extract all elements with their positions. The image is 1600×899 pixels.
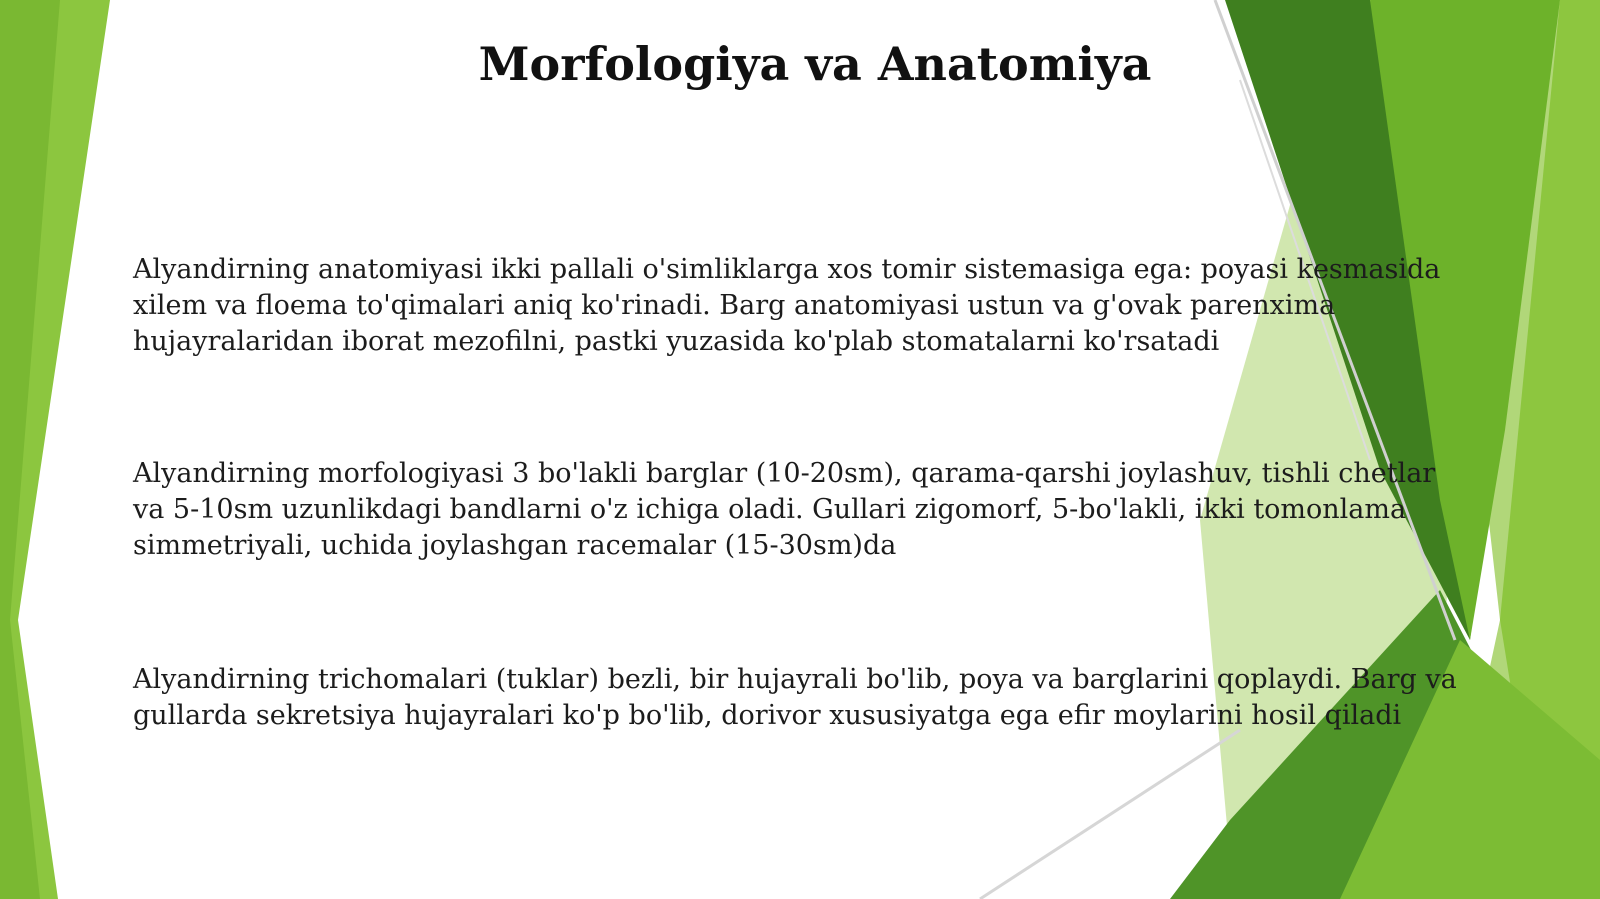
paragraph-trichomes: Alyandirning trichomalari (tuklar) bezli, bir hujayrali bo'lib, poya va barglarini qoplaydi. Barg va gullarda sekretsiya hujayralari ko'p bo'lib, dorivor xususiyatga ega efir moylarini hosil qiladi <box>133 664 1457 731</box>
paragraph-anatomy: Alyandirning anatomiyasi ikki pallali o'simliklarga xos tomir sistemasiga ega: poyasi kesmasida xilem va floema to'qimalari aniq ko'rinadi. Barg anatomiyasi ustun va g'ovak parenxima hujayralaridan iborat mezofilni, pastki yuzasida ko'plab stomatalarni ko'rsatadi <box>133 254 1441 357</box>
slide-title: Morfologiya va Anatomiya <box>478 37 1152 91</box>
paragraph-morphology: Alyandirning morfologiyasi 3 bo'lakli barglar (10-20sm), qarama-qarshi joylashuv, tishli chetlar va 5-10sm uzunlikdagi bandlarni o'z ichiga oladi. Gullari zigomorf, 5-bo'lakli, ikki tomonlama simmetriyali, uchida joylashgan racemalar (15-30sm)da <box>133 458 1436 561</box>
